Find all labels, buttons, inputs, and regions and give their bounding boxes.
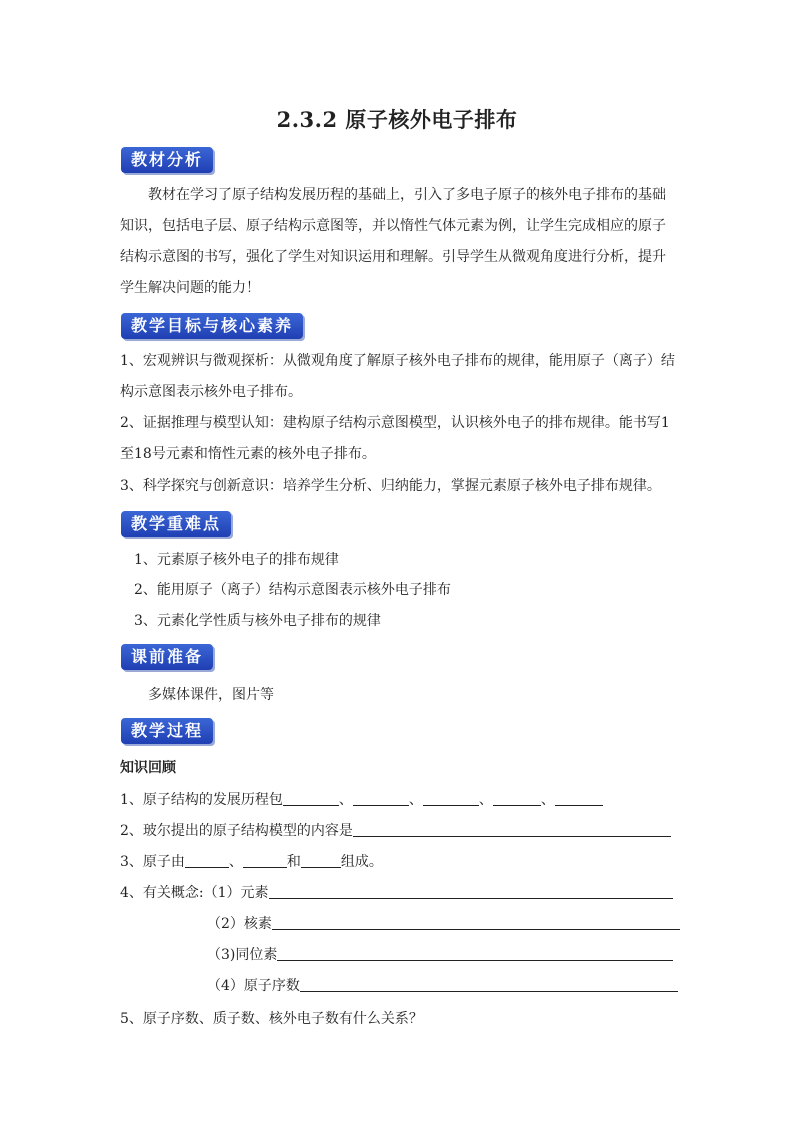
question-2-text: 2、玻尔提出的原子结构模型的内容是 xyxy=(120,823,353,839)
answer-blank[interactable] xyxy=(353,790,409,806)
answer-blank[interactable] xyxy=(301,852,341,868)
answer-blank[interactable] xyxy=(283,790,339,806)
goal-item-3: 3、科学探究与创新意识：培养学生分析、归纳能力，掌握元素原子核外电子排布规律。 xyxy=(120,478,661,494)
answer-blank[interactable] xyxy=(493,790,541,806)
question-4 xyxy=(120,883,673,903)
question-4-sub-3 xyxy=(207,945,673,965)
key-point-3: 3、元素化学性质与核外电子排布的规律 xyxy=(134,613,381,629)
prep-text: 多媒体课件，图片等 xyxy=(148,687,274,703)
answer-blank[interactable] xyxy=(185,852,229,868)
answer-blank[interactable] xyxy=(272,914,680,930)
question-4-sub-4-text: （4）原子序数 xyxy=(207,978,300,994)
question-4-text: 4、有关概念:（1）元素 xyxy=(120,885,269,901)
answer-blank[interactable] xyxy=(269,883,673,899)
answer-blank[interactable] xyxy=(243,852,287,868)
question-4-sub-2-text: （2）核素 xyxy=(207,916,272,932)
section-badge-process: 教学过程 xyxy=(121,718,213,744)
question-3-text: 3、原子由 xyxy=(120,854,185,870)
question-2 xyxy=(120,821,671,841)
separator: 、 xyxy=(228,854,243,870)
knowledge-review-heading: 知识回顾 xyxy=(120,760,176,776)
section-badge-prep: 课前准备 xyxy=(121,644,213,670)
question-1-text: 1、原子结构的发展历程包 xyxy=(120,792,283,808)
answer-blank[interactable] xyxy=(300,976,678,992)
question-4-sub-2 xyxy=(207,914,680,934)
goal-item-2: 2、证据推理与模型认知：建构原子结构示意图模型，认识核外电子的排布规律。能书写1至18号元素和惰性元素的核外电子排布。 xyxy=(120,415,670,462)
conjunction: 和 xyxy=(286,854,301,870)
separator: 、 xyxy=(478,792,493,808)
analysis-paragraph: 教材在学习了原子结构发展历程的基础上，引入了多电子原子的核外电子排布的基础知识，包括电子层、原子结构示意图等，并以惰性气体元素为例，让学生完成相应的原子结构示意图的书写，强化了学生对知识运用和理解。引导学生从微观角度进行分析，提升学生解决问题的能力！ xyxy=(120,187,666,296)
section-badge-analysis: 教材分析 xyxy=(121,147,213,173)
key-point-2: 2、能用原子（离子）结构示意图表示核外电子排布 xyxy=(134,582,451,598)
answer-blank[interactable] xyxy=(423,790,479,806)
question-3-end: 组成。 xyxy=(340,854,383,870)
question-3 xyxy=(120,852,383,872)
answer-blank[interactable] xyxy=(277,945,673,961)
question-5: 5、原子序数、质子数、核外电子数有什么关系？ xyxy=(120,1011,423,1027)
answer-blank[interactable] xyxy=(555,790,603,806)
question-1 xyxy=(120,790,603,810)
separator: 、 xyxy=(408,792,423,808)
section-badge-key-points: 教学重难点 xyxy=(121,511,231,537)
document-title: 2.3.2 原子核外电子排布 xyxy=(276,107,518,132)
goal-item-1: 1、宏观辨识与微观探析：从微观角度了解原子核外电子排布的规律，能用原子（离子）结构示意图表示核外电子排布。 xyxy=(120,353,675,400)
answer-blank[interactable] xyxy=(353,821,671,837)
separator: 、 xyxy=(338,792,353,808)
question-4-sub-4 xyxy=(207,976,678,996)
key-point-1: 1、元素原子核外电子的排布规律 xyxy=(134,552,339,568)
separator: 、 xyxy=(540,792,555,808)
section-badge-goals: 教学目标与核心素养 xyxy=(121,313,303,339)
question-4-sub-3-text: （3)同位素 xyxy=(207,947,278,963)
